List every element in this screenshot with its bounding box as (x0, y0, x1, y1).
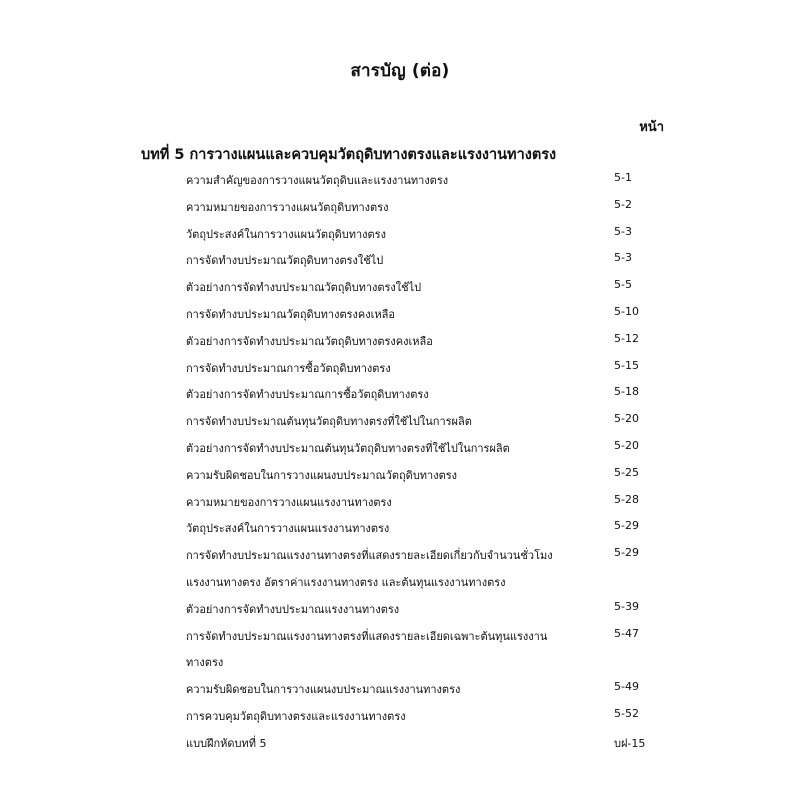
chapter-heading: บทที่ 5 การวางแผนและควบคุมวัตถุดิบทางตรงและแรงงานทางตรง (141, 147, 557, 163)
toc-entry-page: 5-20 (614, 438, 639, 452)
toc-entry-page: 5-20 (614, 412, 639, 426)
toc-entry-page: 5-18 (614, 385, 639, 399)
toc-entry-page: 5-25 (614, 465, 639, 479)
toc-entry (0, 567, 800, 594)
toc-entry (0, 165, 800, 192)
toc-entry (0, 594, 800, 621)
toc-entry-label: แรงงานทางตรง อัตราค่าแรงงานทางตรง และต้นทุนแรงงานทางตรง (186, 575, 506, 589)
toc-entry (0, 299, 800, 326)
toc-entry-label: ความสำคัญของการวางแผนวัตถุดิบและแรงงานทางตรง (186, 174, 449, 187)
toc-entry-label: การจัดทำงบประมาณวัตถุดิบทางตรงคงเหลือ (186, 307, 395, 321)
toc-entry (0, 353, 800, 380)
toc-entry-page: 5-52 (614, 706, 639, 720)
toc-entry-label: ความรับผิดชอบในการวางแผนงบประมาณวัตถุดิบทางตรง (186, 468, 458, 482)
toc-entry (0, 433, 800, 460)
toc-entry (0, 728, 800, 755)
toc-entry (0, 540, 800, 567)
page-column-header: หน้า (639, 120, 664, 135)
toc-entry-label: ตัวอย่างการจัดทำงบประมาณวัตถุดิบทางตรงใช้ไป (186, 281, 422, 295)
toc-list (0, 165, 800, 755)
toc-entry-label: วัตถุประสงค์ในการวางแผนวัตถุดิบทางตรง (186, 227, 386, 241)
toc-entry-label: การจัดทำงบประมาณแรงงานทางตรงที่แสดงรายละเอียดเฉพาะต้นทุนแรงงาน (186, 629, 548, 643)
toc-entry-page: 5-3 (614, 251, 632, 265)
toc-entry-label: ความรับผิดชอบในการวางแผนงบประมาณแรงงานทางตรง (186, 683, 461, 697)
toc-entry-label: การจัดทำงบประมาณแรงงานทางตรงที่แสดงรายละเอียดเกี่ยวกับจำนวนชั่วโมง (186, 549, 553, 563)
toc-entry-label: วัตถุประสงค์ในการวางแผนแรงงานทางตรง (186, 522, 390, 536)
toc-entry-page: 5-29 (614, 519, 639, 533)
toc-entry (0, 326, 800, 353)
toc-entry-page: บฝ-15 (614, 736, 646, 750)
toc-entry-page: 5-15 (614, 358, 639, 372)
toc-entry (0, 674, 800, 701)
toc-entry (0, 219, 800, 246)
toc-entry-label: ความหมายของการวางแผนแรงงานทางตรง (186, 495, 392, 509)
toc-entry-page: 5-49 (614, 680, 639, 694)
toc-entry-page: 5-2 (614, 197, 632, 211)
toc-entry-page: 5-5 (614, 278, 632, 292)
toc-entry (0, 272, 800, 299)
toc-entry-page: 5-47 (614, 626, 639, 640)
toc-entry-page: 5-12 (614, 331, 639, 345)
toc-entry-label: ทางตรง (186, 656, 224, 670)
toc-entry-page: 5-1 (614, 171, 632, 184)
toc-entry-page: 5-29 (614, 546, 639, 560)
toc-entry-label: ตัวอย่างการจัดทำงบประมาณการซื้อวัตถุดิบทางตรง (186, 388, 429, 402)
page-title: สารบัญ (ต่อ) (350, 61, 450, 81)
toc-entry (0, 192, 800, 219)
toc-entry-page: 5-10 (614, 304, 639, 318)
toc-entry (0, 379, 800, 406)
toc-entry-label: การควบคุมวัตถุดิบทางตรงและแรงงานทางตรง (186, 709, 406, 723)
toc-entry (0, 701, 800, 728)
toc-entry-label: แบบฝึกหัดบทที่ 5 (186, 736, 267, 750)
toc-entry-label: ตัวอย่างการจัดทำงบประมาณแรงงานทางตรง (186, 602, 400, 616)
toc-entry (0, 513, 800, 540)
toc-entry-page: 5-39 (614, 599, 639, 613)
toc-entry-label: การจัดทำงบประมาณวัตถุดิบทางตรงใช้ไป (186, 254, 384, 268)
toc-entry-label: การจัดทำงบประมาณการซื้อวัตถุดิบทางตรง (186, 361, 391, 375)
toc-entry (0, 245, 800, 272)
toc-entry-page: 5-28 (614, 492, 639, 506)
toc-entry-label: ความหมายของการวางแผนวัตถุดิบทางตรง (186, 200, 389, 214)
toc-entry (0, 406, 800, 433)
toc-entry (0, 460, 800, 487)
toc-entry-label: การจัดทำงบประมาณต้นทุนวัตถุดิบทางตรงที่ใช้ไปในการผลิต (186, 415, 472, 429)
toc-entry-page: 5-3 (614, 224, 632, 238)
toc-entry-label: ตัวอย่างการจัดทำงบประมาณวัตถุดิบทางตรงคงเหลือ (186, 334, 433, 348)
toc-entry (0, 621, 800, 648)
toc-entry (0, 487, 800, 514)
toc-entry (0, 647, 800, 674)
toc-entry-label: ตัวอย่างการจัดทำงบประมาณต้นทุนวัตถุดิบทางตรงที่ใช้ไปในการผลิต (186, 441, 510, 455)
